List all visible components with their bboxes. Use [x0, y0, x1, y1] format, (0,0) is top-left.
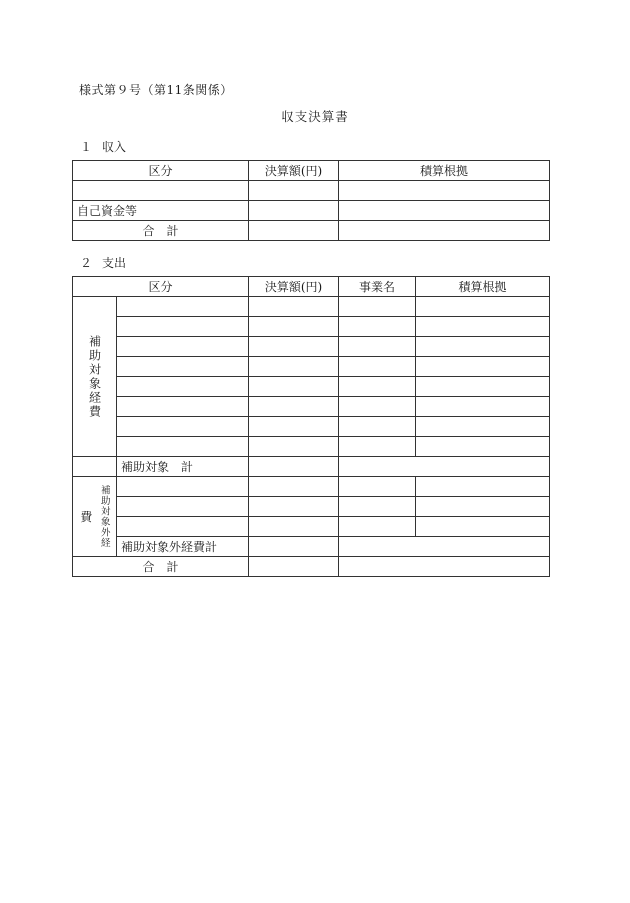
income-row-basis[interactable] [339, 201, 550, 221]
expense-basis-cell[interactable] [416, 437, 550, 457]
non-subsidy-subtotal-basis[interactable] [339, 537, 550, 557]
expense-item-cell[interactable] [117, 517, 249, 537]
expense-project-cell[interactable] [339, 297, 416, 317]
expense-amount-cell[interactable] [249, 517, 339, 537]
subsidy-expense-row [73, 437, 550, 457]
expense-basis-cell[interactable] [416, 317, 550, 337]
non-subsidy-outer-label: 費 [80, 509, 93, 524]
expense-amount-cell[interactable] [249, 437, 339, 457]
form-number-label: 様式第９号（第11条関係） [79, 83, 233, 97]
subsidy-subtotal-row [73, 457, 550, 477]
expense-item-cell[interactable] [117, 297, 249, 317]
subsidy-group-label: 補助対象経費 [87, 334, 102, 419]
expense-basis-cell[interactable] [416, 497, 550, 517]
subsidy-subtotal-basis[interactable] [339, 457, 550, 477]
subsidy-subtotal-spacer [73, 457, 117, 477]
subsidy-subtotal-label: 補助対象 計 [117, 457, 249, 477]
income-row-category: 自己資金等 [73, 201, 249, 221]
expense-total-basis[interactable] [339, 557, 550, 577]
expense-item-cell[interactable] [117, 477, 249, 497]
expense-section-label: 支出 [102, 256, 127, 270]
expense-project-cell[interactable] [339, 337, 416, 357]
subsidy-group-label-cell [73, 297, 117, 457]
expense-item-cell[interactable] [117, 357, 249, 377]
income-section-heading [80, 138, 126, 155]
expense-amount-cell[interactable] [249, 317, 339, 337]
expense-basis-cell[interactable] [416, 417, 550, 437]
expense-item-cell[interactable] [117, 397, 249, 417]
income-total-label: 合 計 [73, 221, 249, 241]
income-section-number: １ [80, 140, 93, 154]
expense-header-row [73, 277, 550, 297]
expense-basis-cell[interactable] [416, 377, 550, 397]
expense-total-label: 合 計 [73, 557, 249, 577]
income-total-row [73, 221, 550, 241]
income-row-category[interactable] [73, 181, 249, 201]
income-header-category: 区分 [73, 161, 249, 181]
expense-item-cell[interactable] [117, 337, 249, 357]
expense-header-category: 区分 [73, 277, 249, 297]
subsidy-expense-row [73, 377, 550, 397]
subsidy-expense-row [73, 317, 550, 337]
expense-amount-cell[interactable] [249, 497, 339, 517]
expense-item-cell[interactable] [117, 437, 249, 457]
subsidy-expense-row [73, 417, 550, 437]
non-subsidy-subtotal-label: 補助対象外経費計 [117, 537, 249, 557]
expense-amount-cell[interactable] [249, 377, 339, 397]
subsidy-expense-row [73, 397, 550, 417]
income-row [73, 201, 550, 221]
expense-project-cell[interactable] [339, 517, 416, 537]
income-header-basis: 積算根拠 [339, 161, 550, 181]
income-row-amount[interactable] [249, 181, 339, 201]
document-title: 収支決算書 [281, 109, 349, 124]
non-subsidy-subtotal-row [73, 537, 550, 557]
expense-project-cell[interactable] [339, 357, 416, 377]
non-subsidy-expense-row [73, 497, 550, 517]
expense-amount-cell[interactable] [249, 357, 339, 377]
income-row [73, 181, 550, 201]
expense-amount-cell[interactable] [249, 417, 339, 437]
expense-amount-cell[interactable] [249, 297, 339, 317]
expense-project-cell[interactable] [339, 397, 416, 417]
non-subsidy-group-label-cell [73, 477, 117, 557]
expense-amount-cell[interactable] [249, 397, 339, 417]
subsidy-expense-row [73, 357, 550, 377]
subsidy-expense-row [73, 297, 550, 317]
income-row-basis[interactable] [339, 181, 550, 201]
expense-basis-cell[interactable] [416, 517, 550, 537]
expense-header-project: 事業名 [339, 277, 416, 297]
expense-item-cell[interactable] [117, 377, 249, 397]
expense-table [72, 276, 550, 577]
expense-basis-cell[interactable] [416, 337, 550, 357]
expense-total-row [73, 557, 550, 577]
income-table [72, 160, 550, 241]
subsidy-subtotal-amount[interactable] [249, 457, 339, 477]
expense-project-cell[interactable] [339, 437, 416, 457]
expense-header-amount: 決算額(円) [249, 277, 339, 297]
expense-project-cell[interactable] [339, 497, 416, 517]
income-section-label: 収入 [102, 140, 127, 154]
expense-basis-cell[interactable] [416, 477, 550, 497]
subsidy-expense-row [73, 337, 550, 357]
expense-item-cell[interactable] [117, 417, 249, 437]
expense-section-heading [80, 254, 126, 271]
income-header-amount: 決算額(円) [249, 161, 339, 181]
non-subsidy-expense-row [73, 477, 550, 497]
expense-header-basis: 積算根拠 [416, 277, 550, 297]
expense-item-cell[interactable] [117, 497, 249, 517]
expense-project-cell[interactable] [339, 377, 416, 397]
non-subsidy-subtotal-amount[interactable] [249, 537, 339, 557]
expense-total-amount[interactable] [249, 557, 339, 577]
expense-project-cell[interactable] [339, 417, 416, 437]
income-total-amount[interactable] [249, 221, 339, 241]
expense-section-number: ２ [80, 256, 93, 270]
expense-amount-cell[interactable] [249, 477, 339, 497]
expense-amount-cell[interactable] [249, 337, 339, 357]
income-header-row [73, 161, 550, 181]
expense-project-cell[interactable] [339, 317, 416, 337]
expense-item-cell[interactable] [117, 317, 249, 337]
expense-basis-cell[interactable] [416, 357, 550, 377]
income-total-basis[interactable] [339, 221, 550, 241]
expense-basis-cell[interactable] [416, 397, 550, 417]
expense-project-cell[interactable] [339, 477, 416, 497]
non-subsidy-inner-label: 補助対象外経 [98, 485, 110, 548]
expense-basis-cell[interactable] [416, 297, 550, 317]
non-subsidy-expense-row [73, 517, 550, 537]
income-row-amount[interactable] [249, 201, 339, 221]
